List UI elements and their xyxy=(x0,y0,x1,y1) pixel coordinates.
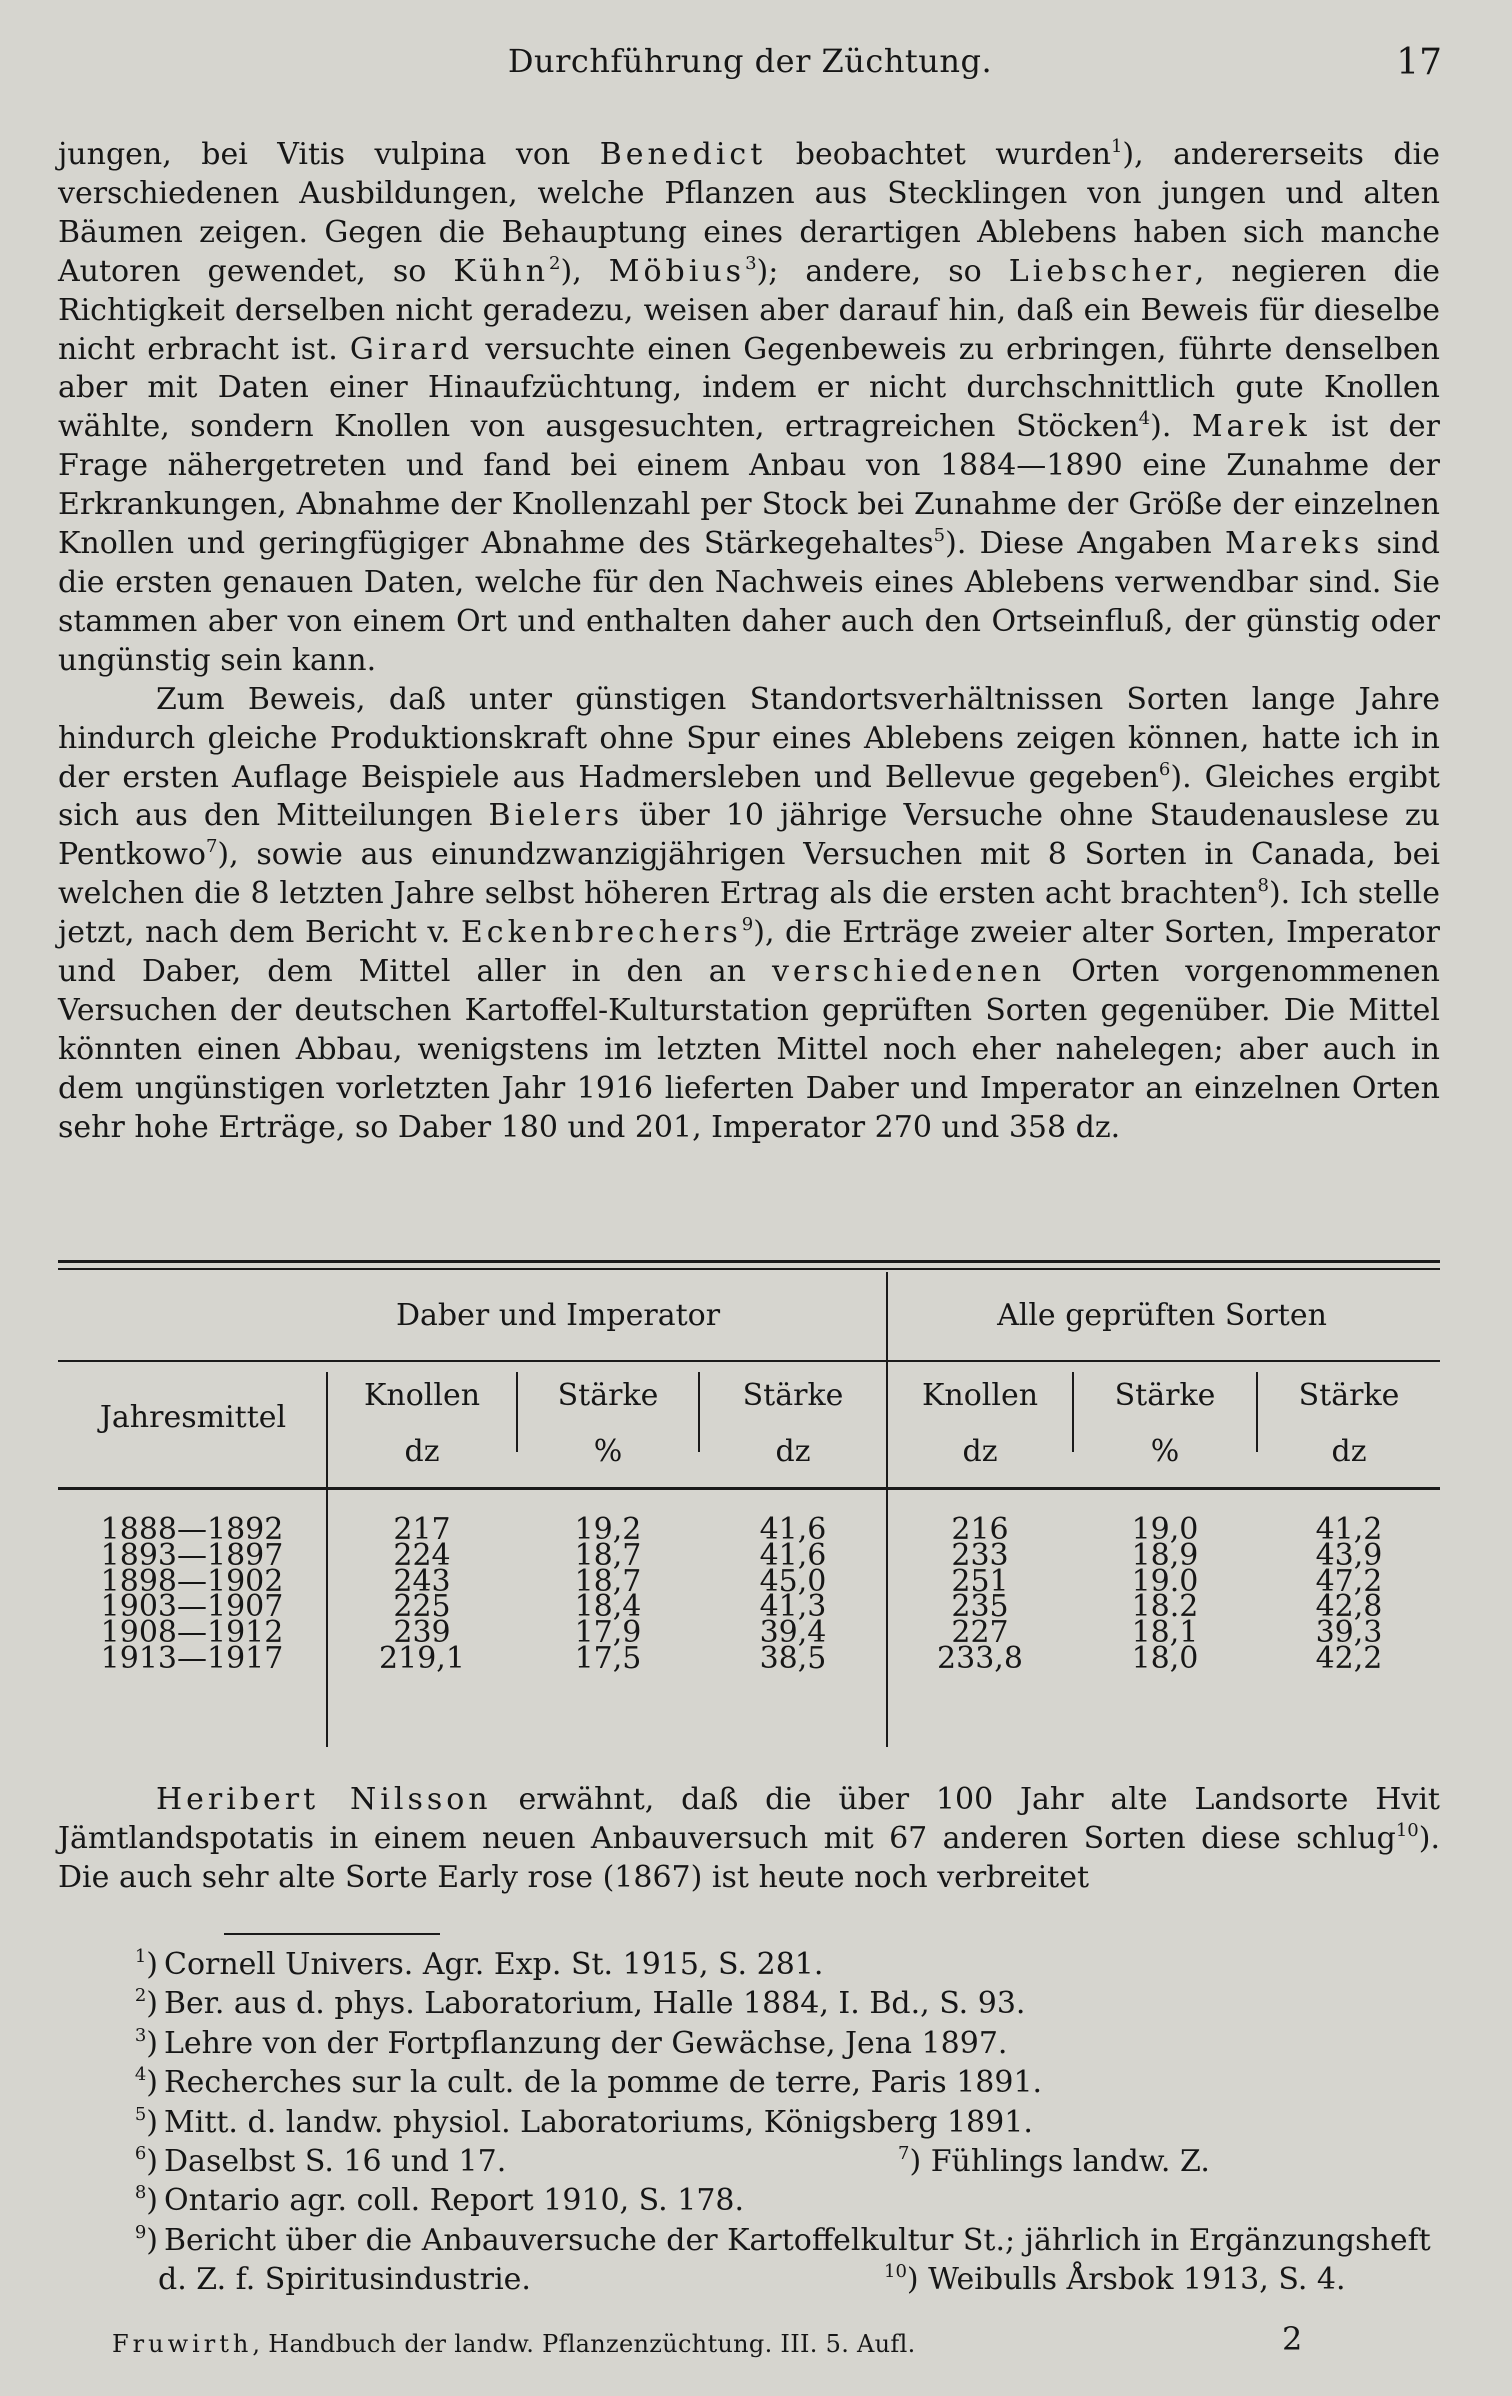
table-cell: 17,5 xyxy=(574,1641,642,1676)
col-head-unit: % xyxy=(593,1434,623,1469)
page-number: 17 xyxy=(1396,42,1442,83)
footnote-ref[interactable]: 2 xyxy=(549,252,561,274)
author-name: Kühn xyxy=(453,253,550,289)
table-cell: 43,9 xyxy=(1315,1537,1383,1573)
table-cell: 45,0 xyxy=(759,1563,827,1599)
text-run: ). Die auch sehr alte Sorte Early rose (1867) ist heute noch verbreitet xyxy=(58,1820,1440,1895)
footnote-mark: 6 xyxy=(134,2143,147,2165)
table-cell: 18,0 xyxy=(1131,1641,1199,1676)
footnote-divider xyxy=(224,1933,440,1935)
table-cell: 17,9 xyxy=(574,1615,642,1651)
footnote-ref[interactable]: 5 xyxy=(933,525,946,547)
footnote-mark: 7 xyxy=(898,2143,910,2165)
footnote-text: Lehre von der Fortpflanzung der Gewächse, Jena 1897. xyxy=(164,2025,1008,2061)
table-cell: 18.2 xyxy=(1131,1589,1199,1625)
footnote-item: $^8$) Ontario agr. coll. Report 1910, S. 178. xyxy=(134,2182,745,2219)
text-run: ). Diese Angaben xyxy=(945,526,1225,562)
text-run: ), sowie aus einundzwanzigjährigen Versuchen mit 8 Sorten in Canada, bei welchen die 8 letzten Jahre selbst höheren Ertrag als die ersten acht brachten xyxy=(58,837,1440,912)
footnote-text: Ber. aus d. phys. Laboratorium, Halle 1884, I. Bd., S. 93. xyxy=(164,1986,1026,2022)
table-cell: 19,2 xyxy=(574,1512,642,1547)
signature-mark: 2 xyxy=(1282,2320,1303,2358)
footnote-text: Mitt. d. landw. physiol. Laboratoriums, Königsberg 1891. xyxy=(164,2104,1033,2140)
table-cell: 233 xyxy=(951,1537,1009,1573)
col-head-unit: % xyxy=(1150,1434,1180,1469)
text-run: Zum Beweis, daß unter günstigen Standortsverhältnissen Sorten lange Jahre hindurch gleiche Produktionskraft ohne Spur eines Ablebens zeigen können, hatte ich in der ersten Auflage Beispiele aus Hadmersleben und Bellevue gegeben xyxy=(58,681,1440,795)
col-head-title: Stärke xyxy=(1298,1378,1400,1413)
table-cell: 41,6 xyxy=(759,1537,827,1573)
table-cell: 216 xyxy=(951,1512,1009,1547)
footnote-item: $^9$) Bericht über die Anbauversuche der Kartoffelkultur St.; jährlich in Ergänzungsheft d. Z. f. Spiritusindustrie. $^{10}$) Weibulls Årsbok 1913, S. 4. xyxy=(134,2221,1431,2298)
author-name: Girard xyxy=(349,331,474,367)
text-run: sind die ersten genauen Daten, welche für den Nachweis eines Ablebens verwendbar sind. Sie stammen aber von einem Ort und enthalten daher auch den Ortseinfluß, der günstig oder ungünstig sein kann. xyxy=(58,526,1440,678)
footnote-item: $^6$) Daselbst S. 16 und 17. $^7$) Fühlings landw. Z. xyxy=(58,2142,1440,2181)
text-run: jungen, bei Vitis vulpina von xyxy=(58,137,600,172)
table-cell: 18,7 xyxy=(574,1537,642,1573)
table-cell: 42,8 xyxy=(1315,1589,1383,1625)
col-head-unit: dz xyxy=(1331,1434,1367,1469)
table-cell: 233,8 xyxy=(937,1641,1023,1676)
col-head-title: Stärke xyxy=(742,1378,844,1413)
footnote-item-inline: $^7$) Fühlings landw. Z. xyxy=(898,2143,1210,2180)
footnote-text: Daselbst S. 16 und 17. xyxy=(164,2144,507,2180)
row-header-jahresmittel: Jahresmittel xyxy=(99,1400,287,1435)
footnote-ref[interactable]: 9 xyxy=(741,914,754,936)
col-head-unit: dz xyxy=(775,1434,811,1469)
footnote-item: $^3$) Lehre von der Fortpflanzung der Gewächse, Jena 1897. xyxy=(134,2024,1008,2061)
table-header-rule xyxy=(58,1487,1440,1490)
table-cell: 19.0 xyxy=(1131,1563,1199,1599)
running-title: Durchführung der Züchtung. xyxy=(507,42,993,80)
author-name: Möbius xyxy=(608,253,746,289)
table-cell: 19,0 xyxy=(1131,1512,1199,1547)
table-cell: 18,4 xyxy=(574,1589,642,1625)
table-row-period: 1898—1902 xyxy=(100,1563,284,1599)
table-cell: 235 xyxy=(951,1589,1009,1625)
footnote-ref[interactable]: 6 xyxy=(1158,758,1171,780)
footnote-ref[interactable]: 1 xyxy=(1110,136,1123,157)
text-run: ), andererseits die verschiedenen Ausbildungen, welche Pflanzen aus Stecklingen von jungen und alten Bäumen zeigen. Gegen die Behauptung eines derartigen Ablebens haben sich manche Autoren gewendet, so xyxy=(58,137,1440,289)
table-cell: 18,9 xyxy=(1131,1537,1199,1573)
table-cell: 41,3 xyxy=(759,1589,827,1625)
table-rule-top-inner xyxy=(58,1268,1440,1270)
table-cell: 42,2 xyxy=(1315,1641,1383,1676)
table-cell: 217 xyxy=(393,1512,451,1547)
footnote-ref[interactable]: 7 xyxy=(205,836,218,858)
table-rule-top xyxy=(58,1260,1440,1263)
group-header-alle-sorten: Alle geprüften Sorten xyxy=(997,1298,1327,1333)
footnote-text: Recherches sur la cult. de la pomme de terre, Paris 1891. xyxy=(164,2065,1043,2101)
table-cell: 243 xyxy=(393,1563,451,1599)
emphasis: verschiedenen xyxy=(771,954,1046,990)
footnote-mark: 8 xyxy=(134,2182,147,2204)
col-head-unit: dz xyxy=(962,1434,998,1469)
footnote-ref[interactable]: 8 xyxy=(1257,875,1269,897)
footnote-item: $^2$) Ber. aus d. phys. Laboratorium, Halle 1884, I. Bd., S. 93. xyxy=(134,1985,1026,2022)
body-text-upper xyxy=(58,136,1440,1148)
col-head-title: Stärke xyxy=(1114,1378,1216,1413)
text-run: Orten vorgenommenen Versuchen der deutschen Kartoffel-Kulturstation geprüften Sorten gegenüber. Die Mittel könnten einen Abbau, wenigstens im letzten Mittel noch eher nahelegen; aber auch in dem ungünstigen vorletzten Jahr 1916 lieferten Daber und Imperator an einzelnen Orten sehr hohe Erträge, so Daber 180 und 201, Imperator 270 und 358 dz. xyxy=(58,954,1440,1145)
table-cell: 239 xyxy=(393,1615,451,1651)
text-run: ). Gleiches ergibt sich aus den Mitteilungen xyxy=(58,759,1440,834)
col-head-unit: dz xyxy=(404,1434,440,1469)
footnote-text: Cornell Univers. Agr. Exp. St. 1915, S. 281. xyxy=(164,1947,824,1982)
footnote-item: $^1$) Cornell Univers. Agr. Exp. St. 1915, S. 281. xyxy=(134,1946,824,1982)
group-header-daber-imperator: Daber und Imperator xyxy=(395,1298,721,1333)
body-text-lower xyxy=(58,1781,1440,1898)
table-vline-group-divider xyxy=(886,1272,888,1372)
text-run: versuchte einen Gegenbeweis zu erbringen, führte denselben aber mit Daten einer Hinaufzüchtung, indem er nicht durchschnittlich gute Knollen wählte, sondern Knollen von ausgesuchten, ertragreichen Stöcken xyxy=(58,331,1440,445)
table-cell: 18,1 xyxy=(1131,1615,1199,1651)
table-row-period: 1903—1907 xyxy=(100,1589,284,1625)
table-cell: 251 xyxy=(951,1563,1009,1599)
paragraph-2 xyxy=(58,681,1440,1148)
footnote-text: Ontario agr. coll. Report 1910, S. 178. xyxy=(164,2183,745,2219)
col-head-title: Knollen xyxy=(363,1378,481,1413)
imprint-author: Fruwirth xyxy=(112,2330,253,2358)
table-row-period: 1913—1917 xyxy=(100,1641,284,1676)
table-cell: 41,6 xyxy=(759,1512,827,1547)
table-cell: 224 xyxy=(393,1537,451,1573)
col-head-title: Stärke xyxy=(557,1378,659,1413)
imprint-line xyxy=(112,2330,916,2358)
footnote-mark: 9 xyxy=(134,2221,147,2243)
footnotes xyxy=(58,1945,1440,2300)
paragraph-3 xyxy=(58,1781,1440,1898)
table-row-period: 1888—1892 xyxy=(100,1512,284,1547)
footnote-mark: 5 xyxy=(134,2103,147,2125)
text-run: ). Ich stelle jetzt, nach dem Bericht v. xyxy=(58,876,1440,951)
footnote-ref[interactable]: 10 xyxy=(1395,1819,1419,1841)
footnote-mark: 10 xyxy=(884,2260,907,2282)
footnote-ref[interactable]: 4 xyxy=(1138,408,1151,430)
author-name: Heribert Nilsson xyxy=(156,1782,492,1817)
table-cell: 39,3 xyxy=(1315,1615,1383,1651)
table-cell: 41,2 xyxy=(1315,1512,1383,1547)
text-run: ), xyxy=(560,253,609,289)
footnote-mark: 3 xyxy=(134,2024,147,2046)
text-run: ); andere, so xyxy=(756,253,1009,289)
col-head-title: Knollen xyxy=(921,1378,1039,1413)
footnote-mark: 1 xyxy=(134,1946,147,1967)
table-cell: 18,7 xyxy=(574,1563,642,1599)
table-cell: 47,2 xyxy=(1315,1563,1383,1599)
footnote-text: Bericht über die Anbauversuche der Kartoffelkultur St.; jährlich in Ergänzungsheft d. Z. f. Spiritusindustrie. xyxy=(158,2222,1431,2298)
table-cell: 219,1 xyxy=(379,1641,465,1676)
footnote-text: Fühlings landw. Z. xyxy=(930,2144,1210,2180)
text-run: ist der Frage nähergetreten und fand bei einem Anbau von 1884—1890 eine Zunahme der Erkrankungen, Abnahme der Knollenzahl per Stock bei Zunahme der Größe der einzelnen Knollen und geringfügiger Abnahme des Stärkegehaltes xyxy=(58,409,1441,562)
table-cell: 227 xyxy=(951,1615,1009,1651)
table-cell: 225 xyxy=(393,1589,451,1625)
author-name: Eckenbrechers xyxy=(460,915,742,951)
table-row-period: 1908—1912 xyxy=(100,1615,284,1651)
table-hline-mid-left xyxy=(58,1360,886,1362)
footnote-item: $^5$) Mitt. d. landw. physiol. Laboratoriums, Königsberg 1891. xyxy=(134,2103,1033,2140)
paragraph-1 xyxy=(58,136,1440,681)
author-name: Liebscher xyxy=(1008,253,1195,289)
imprint-book: , Handbuch der landw. Pflanzenzüchtung. III. 5. Aufl. xyxy=(252,2330,916,2358)
footnote-text: Weibulls Årsbok 1913, S. 4. xyxy=(928,2261,1346,2297)
footnote-item-inline: $^{10}$) Weibulls Årsbok 1913, S. 4. xyxy=(884,2260,1346,2297)
text-run: über 10 jährige Versuche ohne Staudenauslese zu Pentkowo xyxy=(58,798,1441,873)
footnote-item: $^4$) Recherches sur la cult. de la pomme de terre, Paris 1891. xyxy=(134,2064,1043,2101)
table-cell: 39,4 xyxy=(759,1615,827,1651)
author-name: Mareks xyxy=(1224,526,1364,562)
author-name: Bielers xyxy=(488,798,624,834)
author-name: Benedict xyxy=(599,137,767,172)
text-run: erwähnt, daß die über 100 Jahr alte Landsorte Hvit Jämtlandspotatis in einem neuen Anbauversuch mit 67 anderen Sorten diese schlug xyxy=(58,1782,1440,1856)
running-header xyxy=(58,42,1442,82)
table-cell: 38,5 xyxy=(759,1641,827,1676)
author-name: Marek xyxy=(1191,409,1311,445)
text-run: beobachtet wurden xyxy=(766,137,1111,172)
table-row-period: 1893—1897 xyxy=(100,1537,284,1573)
text-run: , negieren die Richtigkeit derselben nicht geradezu, weisen aber darauf hin, daß ein Beweis für dieselbe nicht erbracht ist. xyxy=(58,253,1440,367)
text-run: ). xyxy=(1150,409,1192,445)
footnote-mark: 4 xyxy=(134,2064,147,2086)
footnote-mark: 2 xyxy=(134,1985,147,2007)
text-run: ), die Erträge zweier alter Sorten, Imperator und Daber, dem Mittel aller in den an xyxy=(58,915,1440,990)
table-hline-mid-right xyxy=(886,1360,1440,1362)
footnote-ref[interactable]: 3 xyxy=(745,252,757,274)
